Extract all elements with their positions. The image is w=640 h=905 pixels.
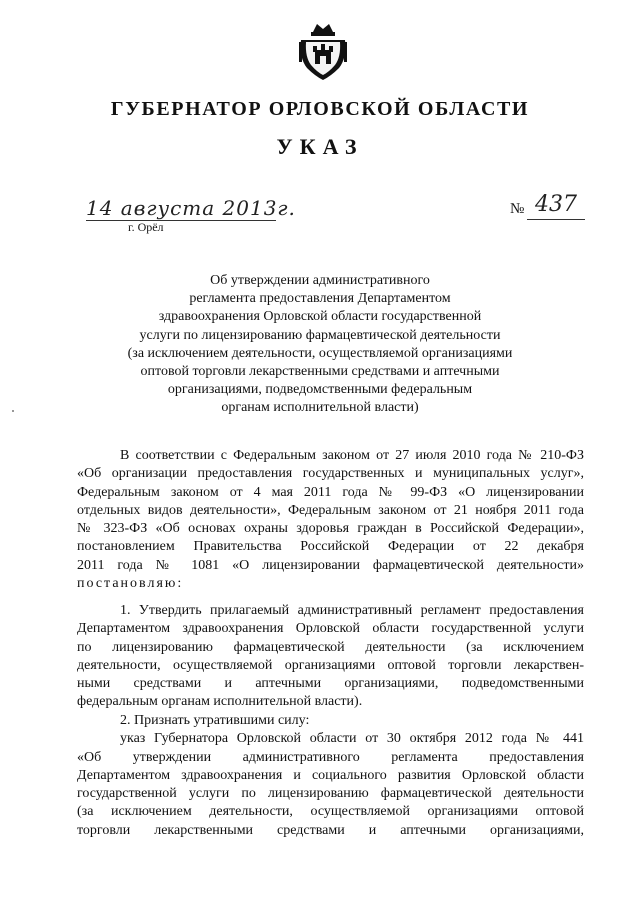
title-line: Об утверждении административного [210, 273, 430, 288]
preamble-line: «Об организации предоставления государственных и муниципальных услуг», [77, 466, 584, 482]
preamble-line: Федеральным законом от 4 мая 2011 года № 99-ФЗ «О лицензировании [77, 484, 584, 500]
number-underline [527, 219, 585, 220]
item-1-line: Департаментом здравоохранения Орловской области государственной услуги [77, 621, 584, 637]
title-line: здравоохранения Орловской области государственной [158, 309, 482, 325]
item-2-line: 2. Признать утратившими силу: [120, 713, 310, 728]
preamble-line: постановлением Правительства Российской Федерации от 22 декабря [77, 539, 584, 555]
title-line: (за исключением деятельности, осуществляемой организациями [127, 345, 513, 361]
preamble-line: постановляю: [77, 576, 184, 592]
number-sign: № [510, 201, 525, 217]
preamble-line: В соответствии с Федеральным законом от 27 июля 2010 года № 210-ФЗ [120, 448, 584, 463]
item-1-line: ными средствами и аптечными организациями, подведомственными [77, 676, 584, 692]
item-2-line: торговли лекарственными средствами и аптечными организациями, [77, 822, 584, 838]
title-line: организациями, подведомственными федеральным [167, 382, 473, 398]
item-1-line: 1. Утвердить прилагаемый административный регламент предоставления [120, 603, 584, 618]
title-line: оптовой торговли лекарственными средствами и аптечными [140, 364, 500, 380]
date-underline [86, 220, 276, 221]
preamble-line: 2011 года № 1081 «О лицензировании фармацевтической деятельности» [77, 557, 584, 573]
document-type-heading: УКАЗ [276, 134, 364, 159]
item-2-line: Департаментом здравоохранения и социального развития Орловской области [77, 767, 584, 783]
item-1-line: федеральным органам исполнительной власти). [77, 694, 363, 710]
preamble-line: № 323-ФЗ «Об основах охраны здоровья граждан в Российской Федерации», [77, 521, 584, 537]
item-1-line: по лицензированию фармацевтической деятельности (за исключением [77, 639, 584, 655]
decree-title [100, 272, 540, 418]
item-1-paragraph [77, 602, 584, 712]
handwritten-number: 437 [535, 192, 577, 217]
item-1-line: деятельности, осуществляемой организациями оптовой торговли лекарствен- [77, 657, 584, 673]
place-of-issue: г. Орёл [128, 220, 164, 234]
scan-speck [12, 410, 14, 412]
preamble-paragraph [77, 447, 584, 593]
title-line: регламента предоставления Департаментом [189, 291, 451, 307]
item-2-line: «Об утверждении административного регламента предоставления [77, 749, 584, 765]
coat-of-arms-emblem [297, 20, 349, 82]
item-2-line: государственной услуги по лицензированию фармацевтической деятельности [77, 786, 584, 802]
item-2-line: указ Губернатора Орловской области от 30 октября 2012 года № 441 [120, 731, 584, 747]
handwritten-date: 14 августа 2013г. [86, 196, 296, 220]
item-2-line: (за исключением деятельности, осуществляемой организациями оптовой [77, 804, 584, 820]
title-line: услуги по лицензированию фармацевтической деятельности [139, 327, 501, 343]
item-2-paragraph [77, 712, 584, 840]
title-line: органам исполнительной власти) [221, 400, 419, 416]
preamble-line: отдельных видов деятельности», Федеральным законом от 21 ноября 2011 года [77, 502, 584, 518]
authority-heading: ГУБЕРНАТОР ОРЛОВСКОЙ ОБЛАСТИ [110, 98, 530, 120]
